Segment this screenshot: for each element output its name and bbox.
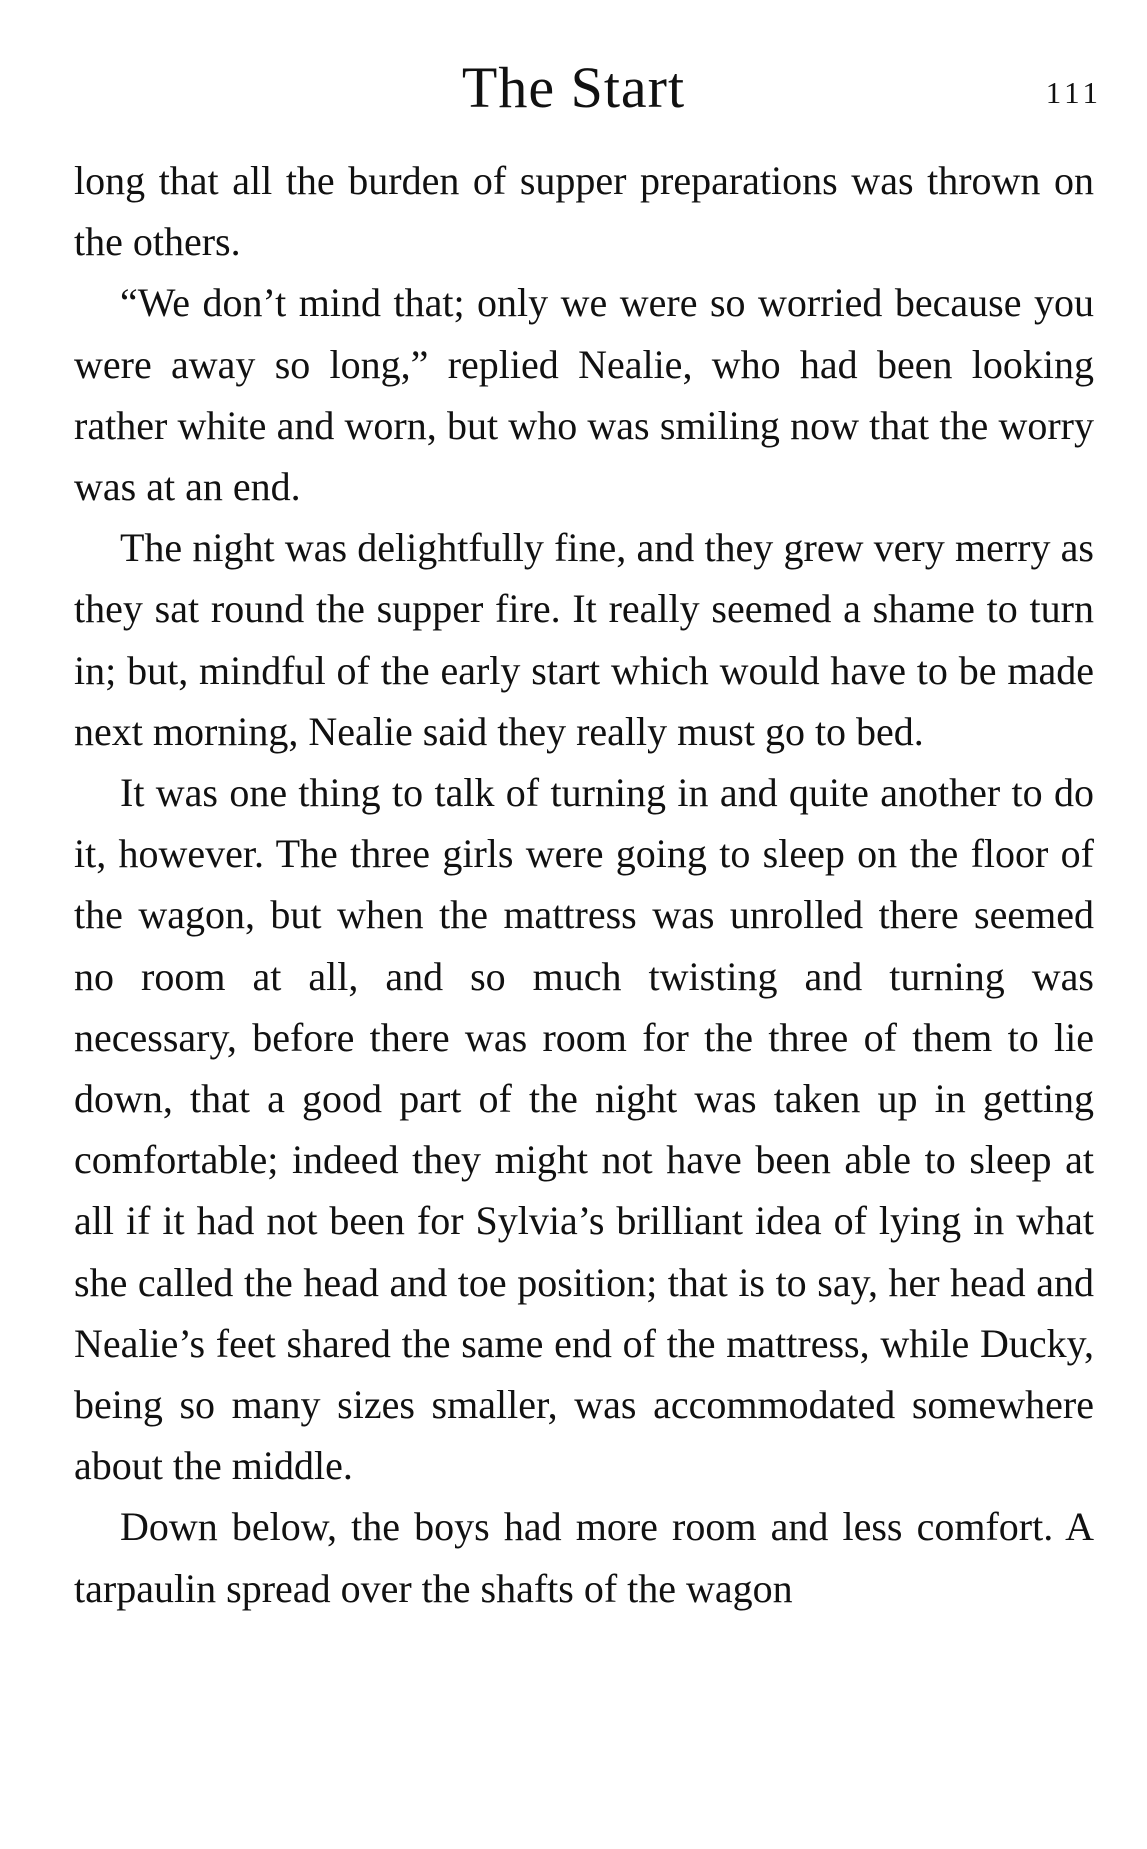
paragraph-3: The night was delightfully fine, and they grew very merry as they sat round the supper fire. It really seemed a shame to turn in; but, mindful of the early start which would have to be made next morning, Nealie said they really must go to bed.	[74, 525, 1094, 754]
body-text	[74, 150, 1094, 1619]
page-number: 111	[1045, 75, 1102, 110]
running-head	[0, 48, 1147, 128]
paragraph-4: It was one thing to talk of turning in and quite another to do it, however. The three girls were going to sleep on the floor of the wagon, but when the mattress was unrolled there seemed no room at all, and so much twisting and turning was necessary, before there was room for the three of them to lie down, that a good part of the night was taken up in getting comfortable; indeed they might not have been able to sleep at all if it had not been for Sylvia’s brilliant idea of lying in what she called the head and toe position; that is to say, her head and Nealie’s feet shared the same end of the mattress, while Ducky, being so many sizes smaller, was accommodated somewhere about the middle.	[74, 770, 1094, 1489]
paragraph-2: “We don’t mind that; only we were so worried because you were away so long,” replied Nealie, who had been looking rather white and worn, but who was smiling now that the worry was at an end.	[74, 280, 1094, 510]
chapter-title: The Start	[461, 55, 686, 120]
paragraph-5: Down below, the boys had more room and less comfort. A tarpaulin spread over the shafts of the wagon	[74, 1504, 1094, 1611]
paragraph-1: long that all the burden of supper preparations was thrown on the others.	[74, 158, 1094, 265]
